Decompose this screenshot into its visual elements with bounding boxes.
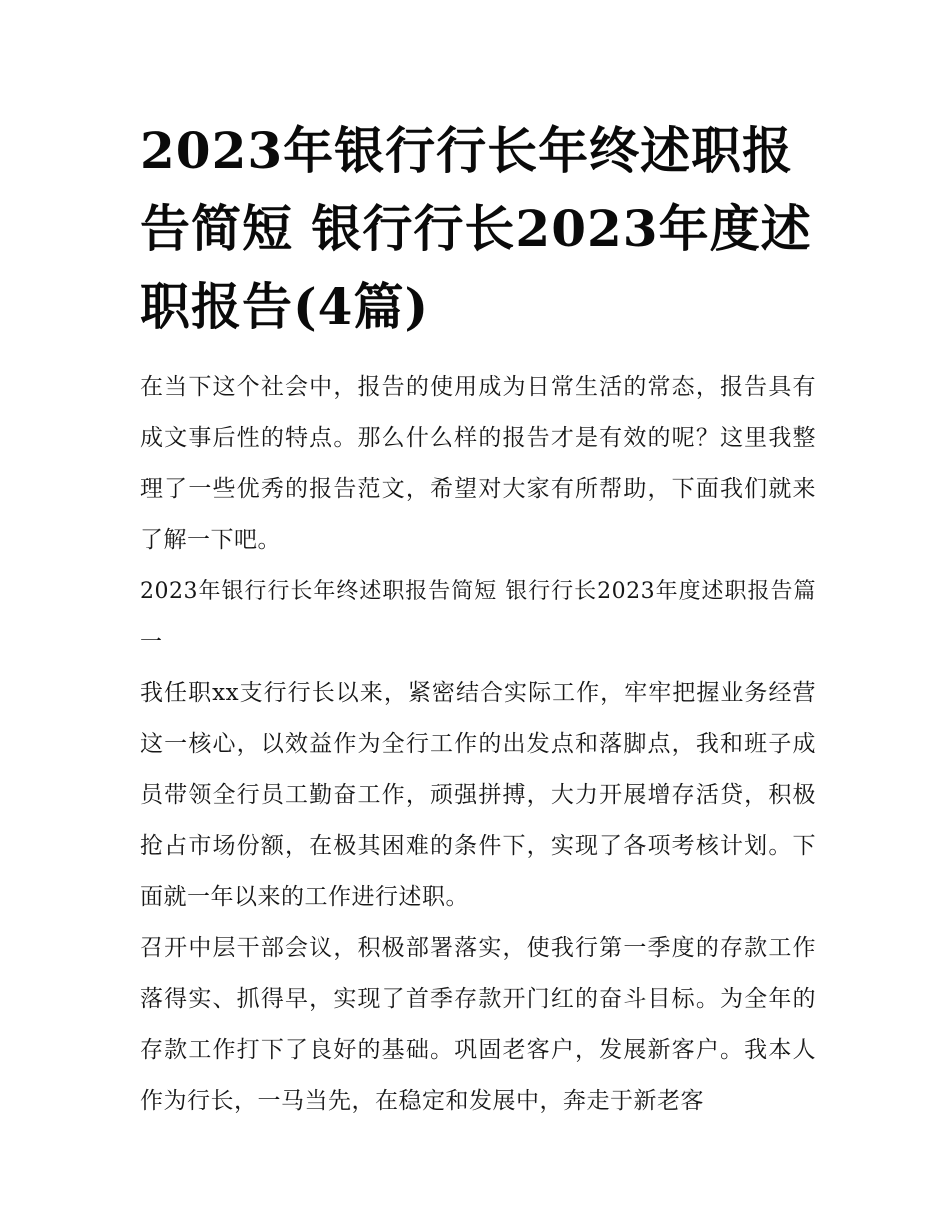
document-body [140,112,816,1127]
body-paragraph: 我任职xx支行行长以来，紧密结合实际工作，牢牢把握业务经营这一核心，以效益作为全行工作的出发点和落脚点，我和班子成员带领全行员工勤奋工作，顽强拼搏，大力开展增存活贷，积极抢占市场份额，在极其困难的条件下，实现了各项考核计划。下面就一年以来的工作进行述职。 [140,680,816,910]
document-title: 2023年银行行长年终述职报告简短 银行行长2023年度述职报告(4篇) [140,121,812,336]
body-paragraph: 召开中层干部会议，积极部署落实，使我行第一季度的存款工作落得实、抓得早，实现了首季存款开门红的奋斗目标。为全年的存款工作打下了良好的基础。巩固老客户，发展新客户。我本人作为行长，一马当先，在稳定和发展中，奔走于新老客 [140,935,816,1114]
intro-paragraph: 在当下这个社会中，报告的使用成为日常生活的常态，报告具有成文事后性的特点。那么什么样的报告才是有效的呢？这里我整理了一些优秀的报告范文，希望对大家有所帮助，下面我们就来了解一下吧。 [140,374,816,553]
section-heading: 2023年银行行长年终述职报告简短 银行行长2023年度述职报告篇一 [140,579,816,655]
